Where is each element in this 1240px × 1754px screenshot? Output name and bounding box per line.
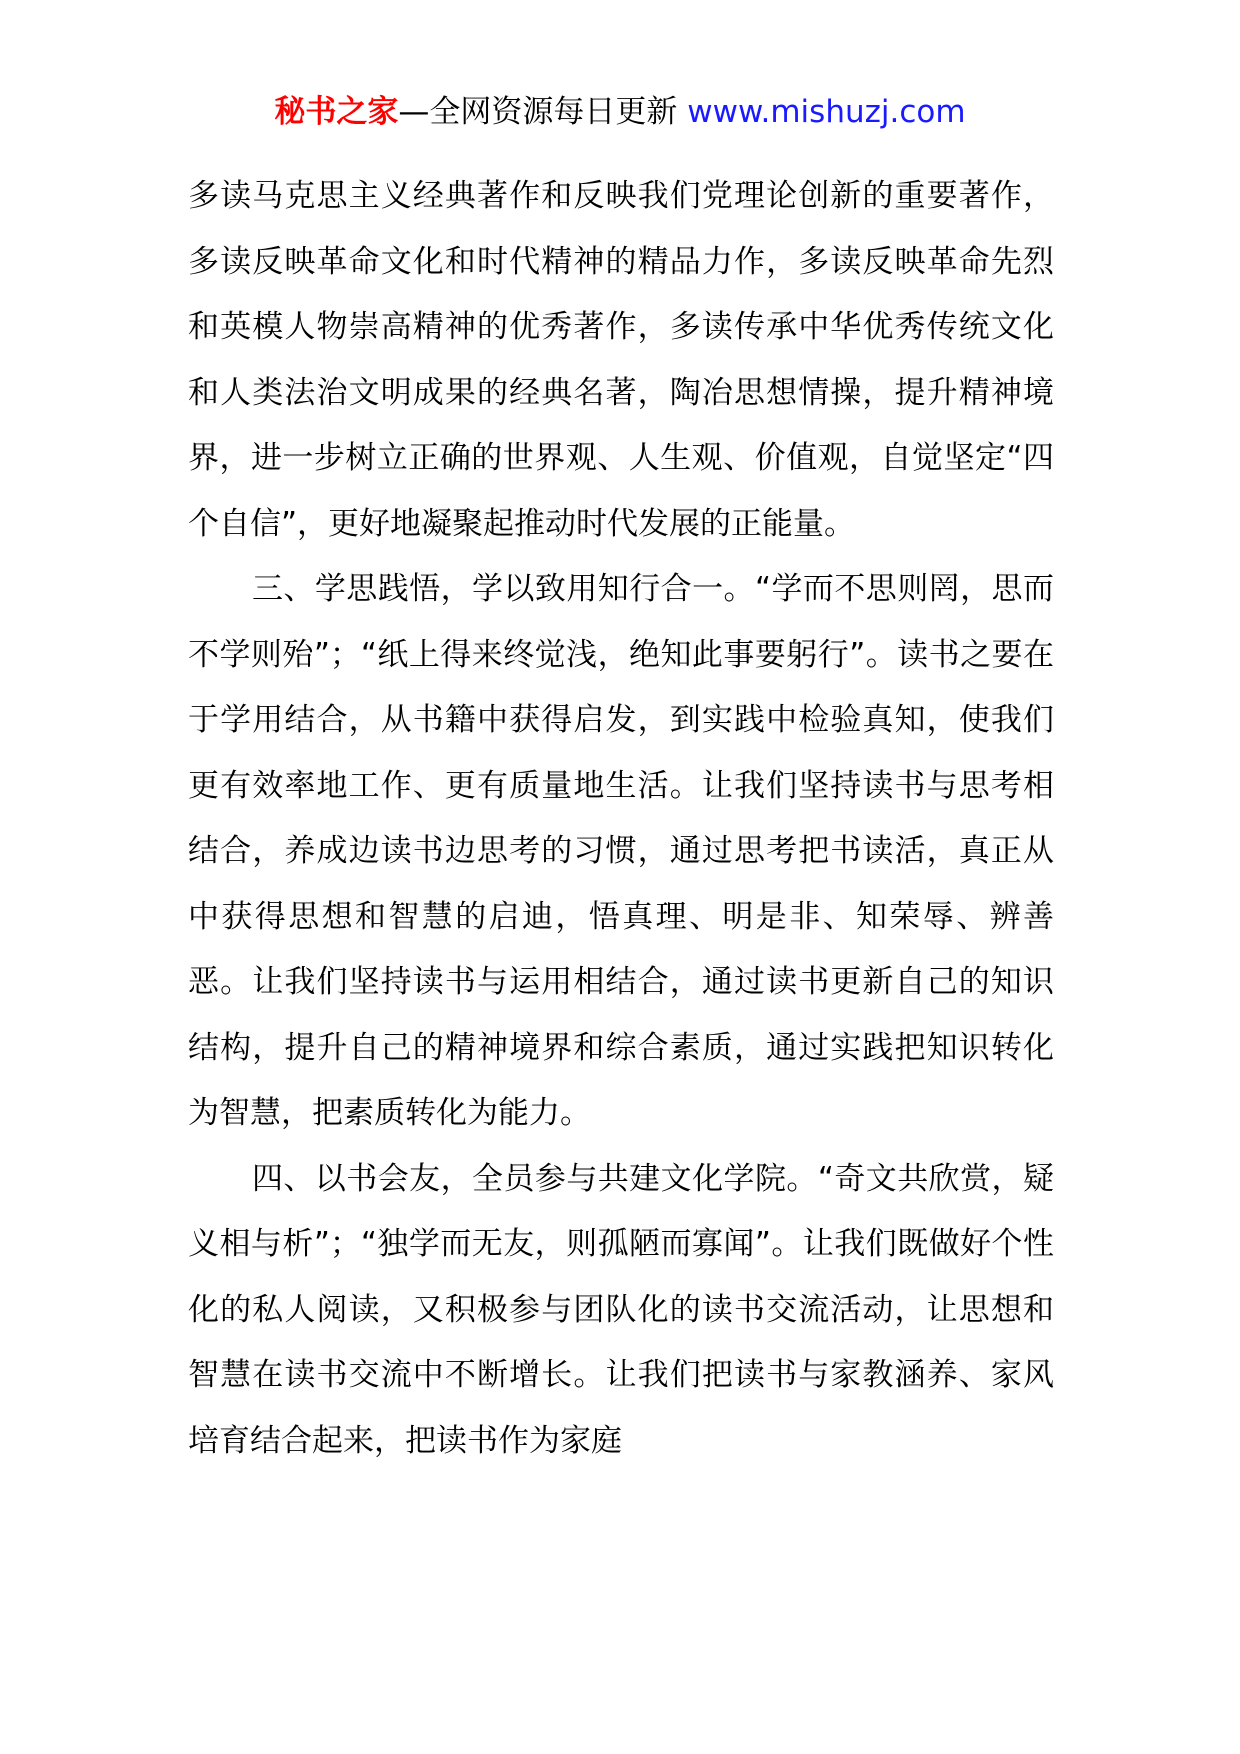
paragraph-section-4: 四、以书会友，全员参与共建文化学院。“奇文共欣赏，疑义相与析”；“独学而无友，则孤陋而寡闻”。让我们既做好个性化的私人阅读，又积极参与团队化的读书交流活动，让思想和智慧在读书交流中不断增长。让我们把读书与家教涵养、家风培育结合起来，把读书作为家庭 xyxy=(188,1160,1054,1459)
brand-name: 秘书之家 xyxy=(274,94,399,130)
document-body xyxy=(188,164,1054,1474)
header-slogan: —全网资源每日更新 xyxy=(398,94,688,130)
paragraph-continued: 多读马克思主义经典著作和反映我们党理论创新的重要著作，多读反映革命文化和时代精神的精品力作，多读反映革命先烈和英模人物崇高精神的优秀著作，多读传承中华优秀传统文化和人类法治文明成果的经典名著，陶冶思想情操，提升精神境界，进一步树立正确的世界观、人生观、价值观，自觉坚定“四个自信”，更好地凝聚起推动时代发展的正能量。 xyxy=(188,178,1054,542)
site-header xyxy=(0,92,1240,132)
paragraph-section-3: 三、学思践悟，学以致用知行合一。“学而不思则罔，思而不学则殆”；“纸上得来终觉浅，绝知此事要躬行”。读书之要在于学用结合，从书籍中获得启发，到实践中检验真知，使我们更有效率地工作、更有质量地生活。让我们坚持读书与思考相结合，养成边读书边思考的习惯，通过思考把书读活，真正从中获得思想和智慧的启迪，悟真理、明是非、知荣辱、辨善恶。让我们坚持读书与运用相结合，通过读书更新自己的知识结构，提升自己的精神境界和综合素质，通过实践把知识转化为智慧，把素质转化为能力。 xyxy=(188,571,1054,1131)
site-url-link[interactable]: www.mishuzj.com xyxy=(687,94,966,130)
